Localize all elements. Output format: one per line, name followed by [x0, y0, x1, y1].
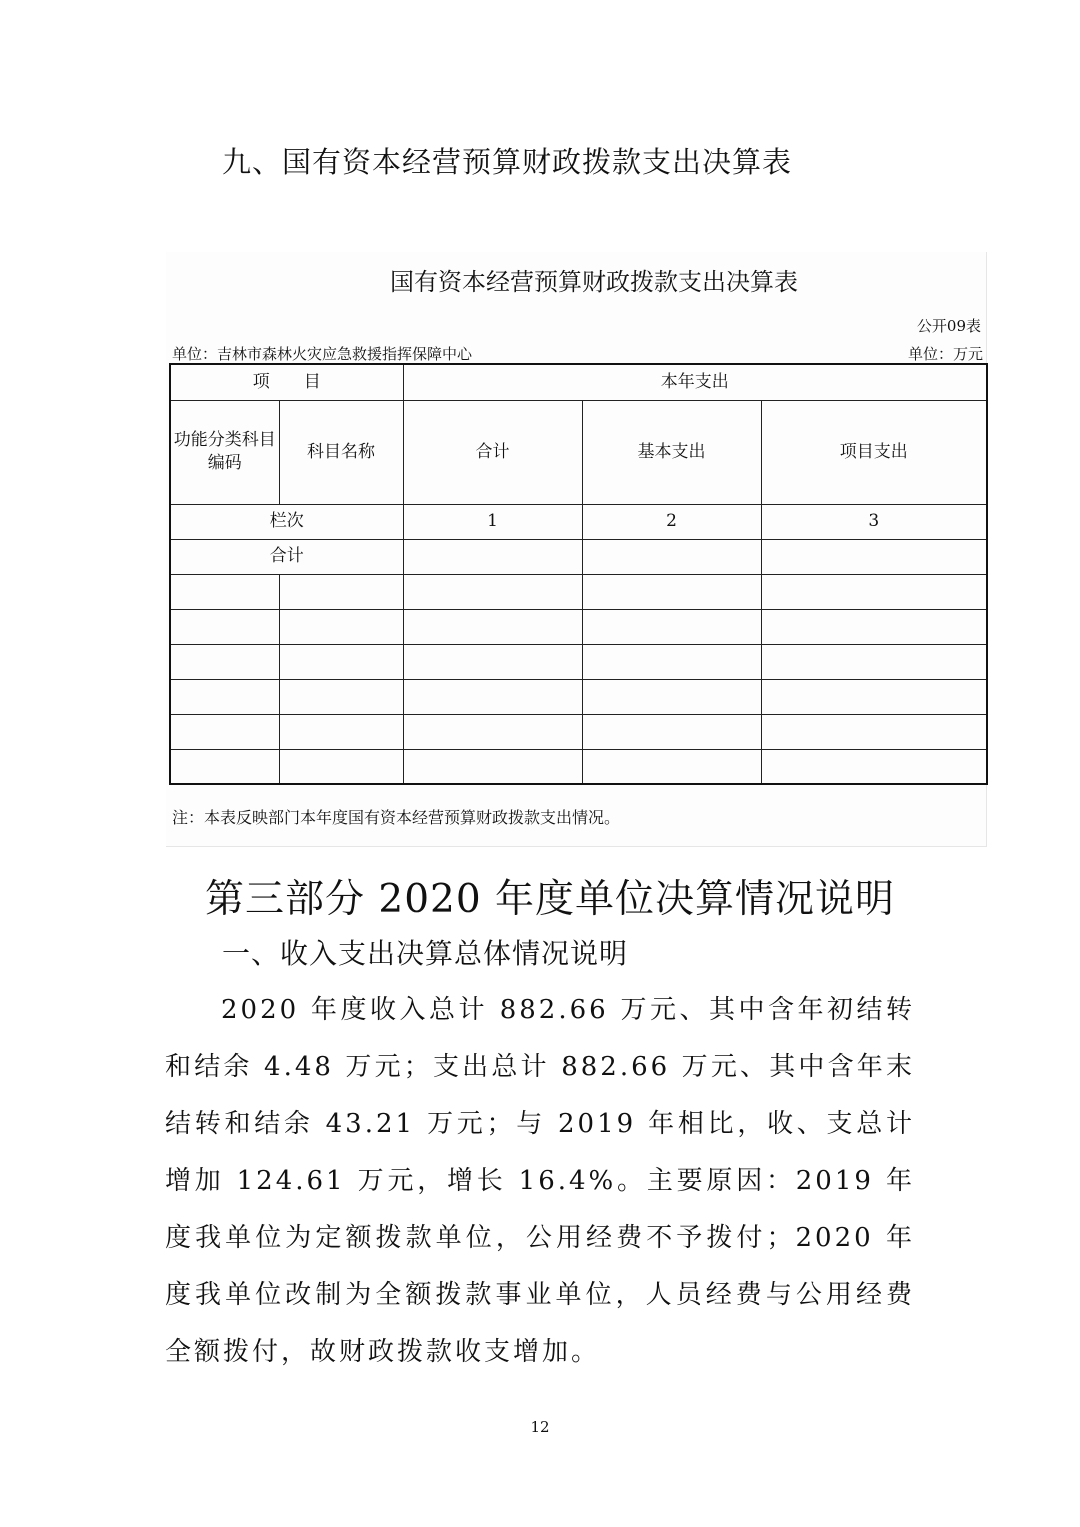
table-row — [170, 714, 987, 749]
empty-cell — [279, 609, 403, 644]
body-paragraph: 2020 年度收入总计 882.66 万元、其中含年初结转和结余 4.48 万元；支出总计 882.66 万元、其中含年末结转和结余 43.21 万元；与 2019 年相比，收、支总计增加 124.61 万元，增长 16.4%。主要原因：2019 年度我单位为定额拨款单位，公用经费不予拨付；2020 年度我单位改制为全额拨款事业单位，人员经费与公用经费全额拨付，故财政拨款收支增加。 — [165, 995, 915, 1367]
total-cell — [403, 539, 582, 574]
col-total-header: 合计 — [403, 400, 582, 504]
table-row — [170, 400, 987, 504]
empty-cell — [170, 749, 279, 784]
empty-cell — [582, 714, 761, 749]
col-basic-header: 基本支出 — [582, 400, 761, 504]
empty-cell — [582, 574, 761, 609]
row-index-label: 栏次 — [170, 504, 403, 539]
table-note: 注：本表反映部门本年度国有资本经营预算财政拨款支出情况。 — [172, 808, 621, 827]
total-cell — [761, 539, 987, 574]
index-cell-1: 1 — [403, 504, 582, 539]
empty-cell — [170, 574, 279, 609]
empty-cell — [170, 644, 279, 679]
empty-cell — [403, 644, 582, 679]
col-project-header: 项目支出 — [761, 400, 987, 504]
empty-cell — [279, 749, 403, 784]
empty-cell — [582, 644, 761, 679]
empty-cell — [403, 714, 582, 749]
index-cell-3: 3 — [761, 504, 987, 539]
empty-cell — [403, 749, 582, 784]
empty-cell — [582, 679, 761, 714]
empty-cell — [403, 574, 582, 609]
empty-cell — [279, 574, 403, 609]
page-number: 12 — [530, 1418, 550, 1436]
col-code-header: 功能分类科目编码 — [170, 400, 279, 504]
empty-cell — [403, 609, 582, 644]
header-item-cell: 项 目 — [170, 364, 403, 400]
sub-heading: 一、收入支出决算总体情况说明 — [222, 937, 629, 970]
empty-cell — [761, 749, 987, 784]
unit-organization: 单位：吉林市森林火灾应急救援指挥保障中心 — [172, 345, 473, 363]
empty-cell — [761, 714, 987, 749]
budget-table — [169, 363, 988, 785]
empty-cell — [279, 679, 403, 714]
total-cell — [582, 539, 761, 574]
row-total-label: 合计 — [170, 539, 403, 574]
empty-cell — [761, 609, 987, 644]
empty-cell — [279, 644, 403, 679]
table-row — [170, 504, 987, 539]
form-code: 公开09表 — [916, 317, 981, 335]
empty-cell — [170, 714, 279, 749]
col-name-header: 科目名称 — [279, 400, 403, 504]
unit-currency: 单位：万元 — [907, 345, 983, 363]
part-heading: 第三部分 2020 年度单位决算情况说明 — [205, 877, 896, 922]
table-title: 国有资本经营预算财政拨款支出决算表 — [390, 268, 798, 296]
table-row — [170, 539, 987, 574]
empty-cell — [761, 679, 987, 714]
empty-cell — [582, 609, 761, 644]
empty-cell — [761, 574, 987, 609]
table-row — [170, 609, 987, 644]
table-row — [170, 644, 987, 679]
table-row — [170, 364, 987, 400]
empty-cell — [170, 609, 279, 644]
index-cell-2: 2 — [582, 504, 761, 539]
empty-cell — [403, 679, 582, 714]
empty-cell — [279, 714, 403, 749]
header-expense-cell: 本年支出 — [403, 364, 987, 400]
table-row — [170, 574, 987, 609]
empty-cell — [582, 749, 761, 784]
table-row — [170, 749, 987, 784]
empty-cell — [761, 644, 987, 679]
section-heading: 九、国有资本经营预算财政拨款支出决算表 — [222, 145, 793, 179]
table-row — [170, 679, 987, 714]
empty-cell — [170, 679, 279, 714]
